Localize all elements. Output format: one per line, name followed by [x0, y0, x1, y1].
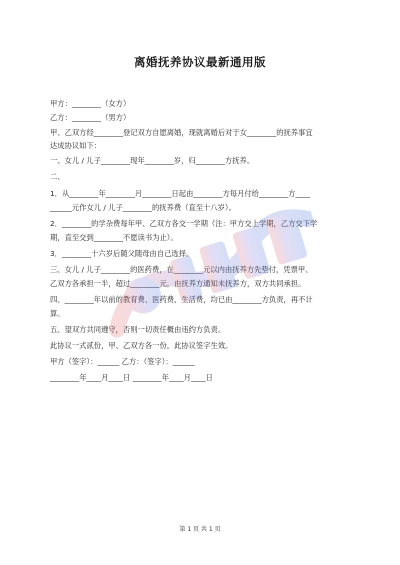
- clause-2-1-line-2: ______元作女儿 / 儿子________的抚养费（直至十八岁）。: [50, 203, 236, 212]
- clause-2-1-line-1: 1．从________年________月________日起由________方每月付给________方____: [50, 189, 311, 198]
- clause-4-line-1: 四、________年以前的教育费、医药费、生活费，均已由________方负责，再不计: [50, 295, 313, 304]
- clause-4-line-2: 算。: [50, 309, 65, 318]
- signature-line: 甲方（签字）：______ 乙方：（签字）：______: [50, 357, 195, 366]
- clause-2-heading: 二、: [50, 172, 65, 181]
- document-title: 离婚抚养协议最新通用版: [134, 55, 266, 69]
- clause-2-3-line: 3．________十六岁后随父随母由自己选择。: [50, 249, 194, 258]
- party-b-line: 乙方：________（男方）: [50, 113, 131, 122]
- clause-2-2-line-2: 期，直至交到________不愿读书为止）。: [50, 233, 178, 242]
- clause-2-2-line-1: 2．________的学杂费每年甲、乙双方各交一学期（注：甲方交上学期，乙方交下学: [50, 219, 318, 228]
- date-line: ________年____月____日 ________年____月____日: [50, 373, 213, 382]
- agreement-intro-line-1: 甲、乙双方经________登记双方自愿离婚，现就离婚后对于女________的抚养事宜: [50, 128, 313, 137]
- agreement-intro-line-2: 达成协议如下：: [50, 141, 102, 150]
- copies-line: 此协议一式贰份，甲、乙双方各一份，此协议签字生效。: [50, 341, 233, 350]
- clause-5-line: 五、望双方共同遵守，否则一切责任概由违约方负责。: [50, 325, 226, 334]
- clause-1-line: 一、女儿 / 儿子________现年________岁，归________方抚养。: [50, 156, 255, 165]
- clause-3-line-2: 乙双方各承担一半，超过________元，由抚养方通知未抚养方，双方共同承担。: [50, 279, 306, 288]
- clause-3-line-1: 三、女儿 / 儿子________的医药费，在________元以内由抚养方先垫付，凭票甲、: [50, 265, 313, 274]
- page-footer: 第 1 页 共 1 页: [179, 526, 221, 533]
- party-a-line: 甲方：________（女方）: [50, 99, 131, 108]
